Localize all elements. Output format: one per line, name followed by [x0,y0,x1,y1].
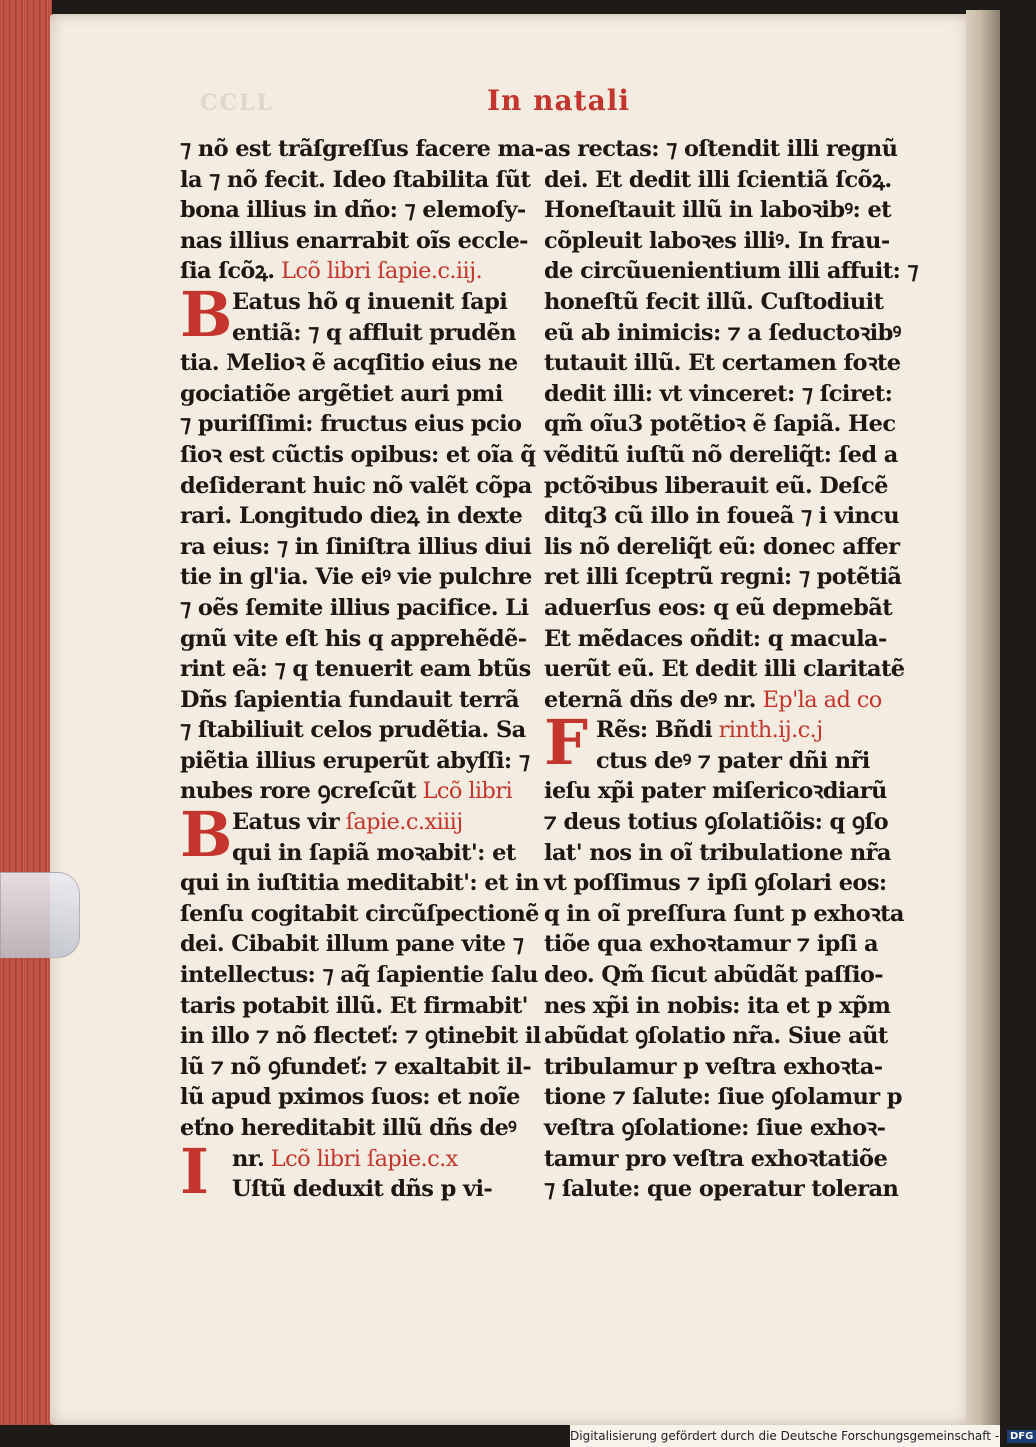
text-line [180,501,540,532]
text-line [544,960,904,991]
text-line [180,409,540,440]
line-text: nas illius enarrabit oĩs eccle- [180,227,528,254]
text-line [180,1174,540,1205]
text-line [180,165,540,196]
text-line [544,195,904,226]
text-line [544,165,904,196]
line-text: pctõꝛibus liberauit eũ. Deſcẽ [544,472,888,499]
text-line [180,440,540,471]
line-text: lũ ⁊ nõ ꝯfundeť: ⁊ exaltabit il- [180,1053,532,1080]
line-text: taris potabit illũ. Et firmabit' [180,992,528,1019]
line-text: deo. Qm̃ ſicut abũdãt paſſio- [544,962,884,989]
line-text: qui in iuſtitia meditabit': et in [180,870,539,897]
line-text: Uſtũ deduxit dñs p vi- [232,1176,493,1203]
text-line [544,899,904,930]
text-line [180,318,540,349]
text-line [544,654,904,685]
text-line [544,1144,904,1175]
text-line [544,256,919,287]
line-text: de circũuenientium illi affuit: ⁊ [544,258,919,285]
line-text: tutauit illũ. Et certamen foꝛte [544,350,901,377]
line-text: ⁊ deus totius ꝯſolatiõis: q ꝯſo [544,809,888,836]
line-text: lũ apud pximos ſuos: et noĩe [180,1084,520,1111]
text-line [544,318,904,349]
line-text: abũdat ꝯſolatio nr̃a. Siue aũt [544,1023,888,1050]
text-line [180,624,540,655]
line-text: ſenſu cogitabit circũſpectionẽ [180,900,539,927]
line-text: tribulamur p veſtra exhoꝛta- [544,1053,883,1080]
text-line [180,1113,540,1144]
line-text: eťno hereditabit illũ dñs deꝰ [180,1115,517,1141]
text-line [544,440,904,471]
line-text: qui in ſapiã moꝛabit': et [232,839,516,866]
line-text: bona illius in dño: ⁊ elemoſy- [180,197,526,224]
page-clip [0,872,80,958]
text-line [544,838,904,869]
text-line [180,654,540,685]
line-text: Et mẽdaces oñdit: q macula- [544,625,887,652]
line-text: lat' nos in oĩ tribulatione nr̃a [544,839,891,866]
text-line [544,868,904,899]
text-line [544,562,904,593]
line-text: ctus deꝰ ⁊ pater dñi nr̃i [596,747,870,774]
line-text: honeſtũ fecit illũ. Cuſtodiuit [544,288,884,315]
text-line [544,807,904,838]
running-title: In natali [486,84,630,117]
line-text: aduerſus eos: q eũ depmebãt [544,594,892,621]
line-text: ſioꝛ est cũctis opibus: et oĩa q̃ [180,441,536,468]
text-line [180,379,540,410]
line-text: intellectus: ⁊ aq̃ ſapientie ſalu [180,962,538,989]
line-text: gociatiõe argẽtiet auri pmi [180,380,503,407]
line-text: rari. Longitudo dieꝝ in dexte [180,503,523,530]
line-text: nr. [232,1145,265,1172]
right-column [544,134,919,1205]
rubric-heading: rinth.ij.c.j [712,717,823,744]
text-line [180,532,540,563]
text-line [180,1052,540,1083]
line-text: ⁊ oẽs ſemite illius pacifice. Li [180,594,529,621]
line-text: eternã dñs deꝰ nr. [544,686,756,713]
text-line [544,929,904,960]
line-text: nes xp̃i in nobis: ita et p xp̃m [544,992,891,1019]
rubricated-initial: I [180,1134,209,1208]
line-text: Dñs ſapientia fundauit terrã [180,686,519,713]
line-text: deſiderant huic nõ valẽt cõpa [180,472,532,499]
text-line [544,624,904,655]
rubricated-initial: F [544,706,588,780]
text-line [544,134,904,165]
line-text: tia. Melioꝛ ẽ acqſitio eius ne [180,350,518,377]
line-text: Honeſtauit illũ in laboꝛibꝰ: et [544,197,891,224]
text-line [544,991,904,1022]
text-line [180,1021,540,1052]
text-line [180,471,540,502]
line-text: eũ ab inimicis: ⁊ a ſeductoꝛibꝰ [544,319,901,346]
line-text: uerũt eũ. Et dedit illi claritatẽ [544,656,905,683]
text-line [544,746,904,777]
rubricated-initial: B [180,798,232,872]
line-text: tiõe qua exhoꝛtamur ⁊ ipſi a [544,931,879,958]
line-text: ditq3 cũ illo in foueã ⁊ i vincu [544,503,900,530]
text-line [544,226,904,257]
rubric-heading: ſapie.c.xiiij [339,809,463,836]
line-text: ieſu xp̃i pater miſericoꝛdiarũ [544,778,887,805]
line-text: rint eã: ⁊ q tenuerit eam btũs [180,656,531,683]
line-text: tione ⁊ ſalute: ſiue ꝯſolamur p [544,1084,902,1111]
rubric-heading: Ep'la ad co [755,686,882,713]
line-text: tie in gl'ia. Vie eiꝰ vie pulchre [180,564,532,591]
line-text: dei. Cibabit illum pane vite ⁊ [180,931,524,958]
text-line [544,287,904,318]
text-line [544,471,904,502]
line-text: ret illi ſceptrũ regni: ⁊ potẽtiã [544,564,902,591]
line-text: vẽditũ iuſtũ nõ dereliq̃t: ſed a [544,441,898,468]
digitization-footer [570,1425,1034,1447]
text-line [180,991,540,1022]
show-through-bleed-left: CCLL [200,90,274,116]
text-line [180,226,540,257]
line-text: piẽtia illius eruperũt abyſſi: ⁊ [180,747,530,774]
text-line [180,348,540,379]
text-line [180,134,544,165]
line-text: q in oĩ preſſura ſunt p exhoꝛta [544,900,904,927]
text-line [180,715,540,746]
line-text: Rẽs: Bñdi [596,717,713,744]
text-line [544,348,904,379]
dfg-logo[interactable]: DFG [1007,1430,1036,1443]
text-line [544,1021,904,1052]
line-text: qm̃ oĩu3 potẽtioꝛ ẽ ſapiã. Hec [544,411,896,438]
line-text: la ⁊ nõ fecit. Ideo ſtabilita ſũt [180,166,531,193]
text-line [180,562,540,593]
text-line [180,838,540,869]
line-text: gnũ vite eſt his q apprehẽdẽ- [180,625,527,652]
text-line [544,1113,904,1144]
text-line [180,776,540,807]
line-text: vt poſſimus ⁊ ipſi ꝯſolari eos: [544,870,887,897]
line-text: in illo ⁊ nõ flecteť: ⁊ ꝯtinebit il [180,1023,541,1050]
text-line [544,1052,904,1083]
line-text: ⁊ nõ est trãſgreſſus facere ma- [180,136,544,162]
line-text: as rectas: ⁊ oſtendit illi regnũ [544,136,898,162]
line-text: nubes rore ꝯcreſcũt [180,778,416,805]
text-line [544,685,904,716]
text-line [544,532,904,563]
line-text: dedit illi: vt vinceret: ⁊ ſciret: [544,380,893,407]
text-line [180,685,540,716]
line-text: veſtra ꝯſolatione: ſiue exhoꝛ- [544,1115,886,1141]
text-line [180,960,540,991]
text-line [544,409,904,440]
line-text: lis nõ dereliq̃t eũ: donec affer [544,533,900,560]
left-column [180,134,544,1208]
rubric-heading: Lcõ libri [415,778,513,805]
text-line [180,868,540,899]
text-line [180,256,540,287]
rubricated-initial: B [180,277,232,351]
text-line [180,1082,540,1113]
line-text: entiã: ⁊ q affluit prudẽn [232,319,516,346]
text-line [544,593,904,624]
line-text: ⁊ ſalute: que operatur toleran [544,1176,899,1203]
page-stack-edge [966,10,1000,1430]
text-line [544,379,904,410]
text-line [180,195,540,226]
text-line [544,1082,904,1113]
line-text: ⁊ puriſſimi: fructus eius pcio [180,411,522,438]
red-page-edges [0,0,52,1425]
text-line [180,899,540,930]
line-text: Eatus vir [232,809,340,836]
line-text: dei. Et dedit illi ſcientiã ſcõꝝ. [544,166,892,193]
line-text: tamur pro veſtra exhoꝛtatiõe [544,1145,888,1172]
line-text: cõpleuit laboꝛes illiꝰ. In frau- [544,227,890,254]
text-line [180,593,540,624]
text-line [544,1174,904,1205]
line-text: ⁊ ſtabiliuit celos prudẽtia. Sa [180,717,526,744]
line-text: ra eius: ⁊ in ſiniſtra illius diui [180,533,532,560]
line-text: Eatus hõ q inuenit ſapi [232,288,508,315]
text-line [180,929,540,960]
text-line [180,746,540,777]
rubric-heading: Lcõ libri ſapie.c.x [264,1145,458,1172]
line-text: ſia ſcõꝝ. [180,258,275,285]
footer-credit: Digitalisierung gefördert durch die Deutsche Forschungsgemeinschaft - [570,1429,1000,1443]
text-line [544,776,904,807]
text-line [544,501,904,532]
rubric-heading: Lcõ libri ſapie.c.iij. [274,258,483,285]
